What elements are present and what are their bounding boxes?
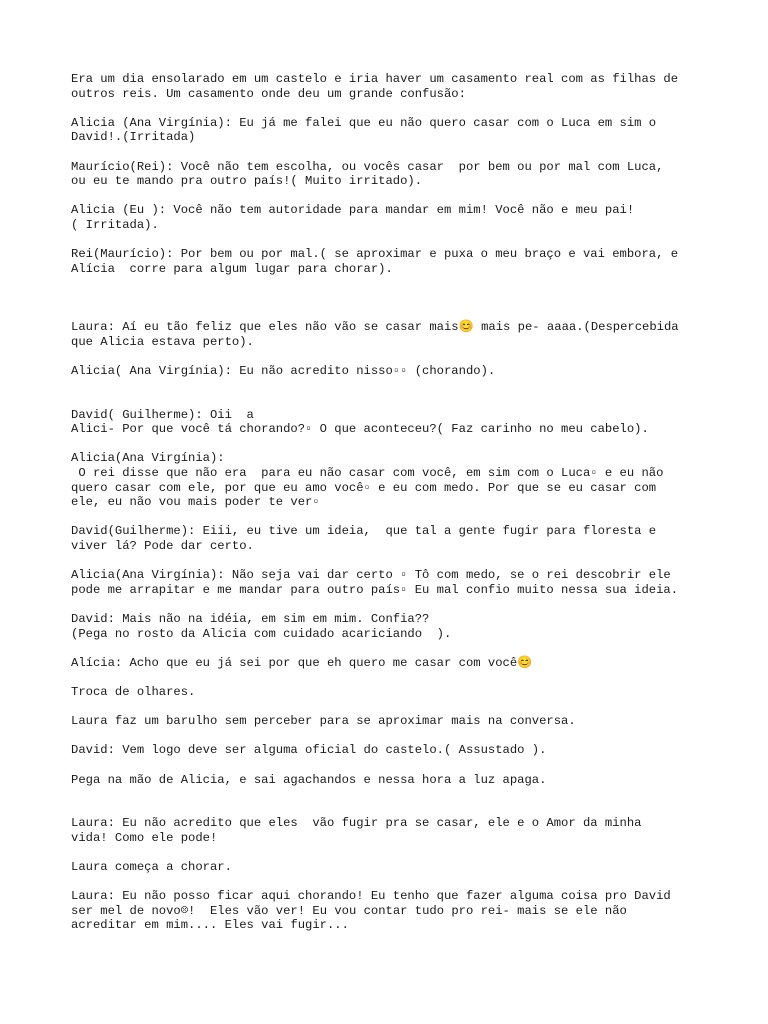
paragraph-laura-4: Laura começa a chorar. [71,859,232,874]
paragraph-laura-1: Laura: Aí eu tão feliz que eles não vão se casar mais😊 mais pe- aaaa.(Despercebida que Alicia estava perto). [71,320,679,349]
paragraph-alicia-3: Alicia( Ana Virgínia): Eu não acredito nisso▫▫ (chorando). [71,364,496,379]
paragraph-laura-2: Laura faz um barulho sem perceber para se aproximar mais na conversa. [71,714,576,729]
paragraph-rei-1: Rei(Maurício): Por bem ou por mal.( se aproximar e puxa o meu braço e vai embora, e Alícia corre para algum lugar para chorar). [71,247,679,276]
paragraph-laura-5: Laura: Eu não posso ficar aqui chorando! Eu tenho que fazer alguma coisa pro David ser mel de novo☹! Eles vão ver! Eu vou contar tudo pro rei- mais se ele não acreditar em mim.... Eles vai fugir... [71,889,671,933]
paragraph-troca: Troca de olhares. [71,684,196,699]
paragraph-david-4: David: Vem logo deve ser alguma oficial do castelo.( Assustado ). [71,743,547,758]
paragraph-mauricio-1: Maurício(Rei): Você não tem escolha, ou vocês casar por bem ou por mal com Luca, ou eu te mando pra outro país!( Muito irritado). [71,159,664,189]
document-page [71,72,711,933]
paragraph-david-1: David( Guilherme): Oii a Alici- Por que você tá chorando?▫ O que aconteceu?( Faz carinho no meu cabelo). [71,407,649,437]
paragraph-david-3: David: Mais não na idéia, em sim em mim. Confia?? (Pega no rosto da Alicia com cuidado acariciando ). [71,612,452,641]
paragraph-alicia-2: Alicia (Eu ): Você não tem autoridade para mandar em mim! Você não e meu pai! ( Irritada). [71,203,635,232]
paragraph-pega: Pega na mão de Alicia, e sai agachandos e nessa hora a luz apaga. [71,772,547,787]
paragraph-intro: Era um dia ensolarado em um castelo e iria haver um casamento real com as filhas de outros reis. Um casamento onde deu um grande confusão: [71,72,679,101]
paragraph-alicia-5: Alicia(Ana Virgínia): Não seja vai dar certo ▫ Tô com medo, se o rei descobrir ele pode me arrapitar e me mandar para outro país▫ Eu mal confio muito nessa sua ideia. [71,568,679,597]
paragraph-alicia-6: Alícia: Acho que eu já sei por que eh quero me casar com você😊 [71,655,533,670]
paragraph-laura-3: Laura: Eu não acredito que eles vão fugir pra se casar, ele e o Amor da minha vida! Como ele pode! [71,816,642,845]
paragraph-alicia-1: Alicia (Ana Virgínia): Eu já me falei que eu não quero casar com o Luca em sim o David!.(Irritada) [71,115,657,145]
paragraph-alicia-4: Alicia(Ana Virgínia): O rei disse que não era para eu não casar com você, em sim com o Luca▫ e eu não quero casar com ele, por que eu amo você▫ e eu com medo. Por que se eu casar com ele, eu não vou mais poder te ver▫ [71,451,664,510]
paragraph-david-2: David(Guilherme): Eiii, eu tive um ideia, que tal a gente fugir para floresta e viver lá? Pode dar certo. [71,524,657,554]
